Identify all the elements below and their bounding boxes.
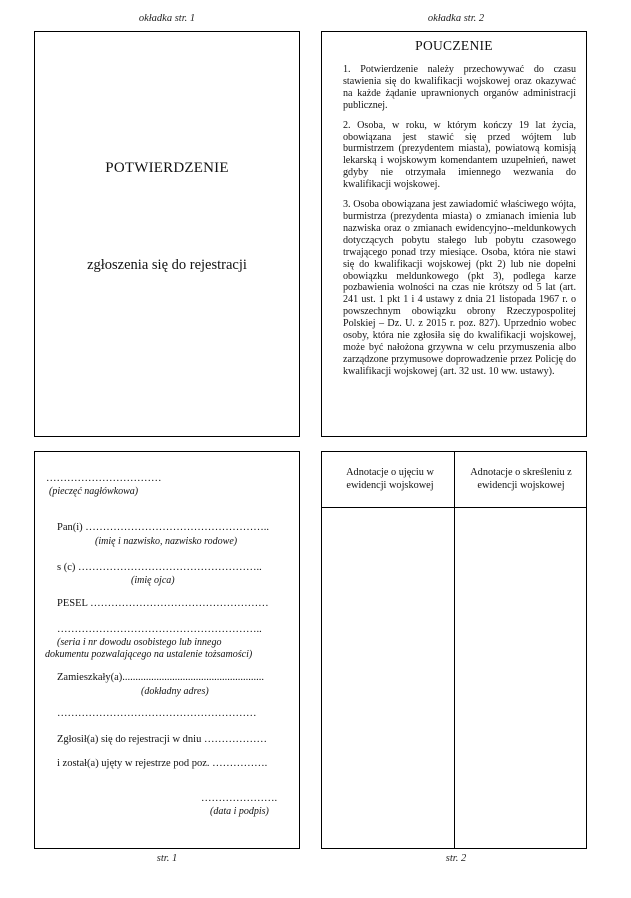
cover-panel xyxy=(34,31,300,437)
father-name-field[interactable]: s (c) …………………………………………….. xyxy=(57,562,262,573)
caption-cover-page-2: okładka str. 2 xyxy=(427,13,485,24)
address-field-continued[interactable]: ………………………………………………… xyxy=(57,708,257,719)
id-document-field[interactable]: ………………………………………………….. xyxy=(57,624,262,635)
annotations-table xyxy=(321,451,587,849)
registration-annotations-cell[interactable] xyxy=(322,508,454,848)
name-hint: (imię i nazwisko, nazwisko rodowe) xyxy=(95,536,238,547)
caption-page-1: str. 1 xyxy=(156,853,178,864)
instruction-paragraph-1: 1. Potwierdzenie należy przechowywać do czasu stawienia się do kwalifikacji wojskowej oraz okazywać na każde żądanie uprawnionych organów administracji publicznej. xyxy=(343,64,576,111)
caption-cover-page-1: okładka str. 1 xyxy=(138,13,196,24)
pesel-field[interactable]: PESEL …………………………………………… xyxy=(57,598,269,609)
id-document-hint-2: dokumentu pozwalającego na ustalenie tożsamości) xyxy=(45,649,253,660)
header-removal-annotations: Adnotacje o skreśleniu z ewidencji wojskowej xyxy=(470,467,572,491)
reported-date-field[interactable]: Zgłosił(a) się do rejestracji w dniu ……………… xyxy=(57,734,267,745)
header-registration-annotations: Adnotacje o ujęciu w ewidencji wojskowej xyxy=(346,467,434,491)
caption-page-2: str. 2 xyxy=(445,853,467,864)
instructions-panel xyxy=(321,31,587,437)
register-position-field[interactable]: i został(a) ujęty w rejestrze pod poz. ……………. xyxy=(57,758,268,769)
signature-field[interactable]: …………………. xyxy=(201,793,278,804)
name-field[interactable]: Pan(i) …………………………………………….. xyxy=(57,522,270,533)
registration-form-panel xyxy=(34,451,300,849)
address-hint: (dokładny adres) xyxy=(141,686,209,697)
removal-annotations-cell[interactable] xyxy=(455,508,586,848)
cover-subtitle: zgłoszenia się do rejestracji xyxy=(87,257,247,273)
instruction-paragraph-2: 2. Osoba, w roku, w którym kończy 19 lat życia, obowiązana jest stawić się przed wójtem lub burmistrzem (prezydentem miasta), powiatową komisją lekarską i wojskowym komendantem uzupełnień, nawet gdyby nie otrzymała imiennego wezwania do kwalifikacji wojskowej. xyxy=(343,119,576,191)
id-document-hint-1: (seria i nr dowodu osobistego lub innego xyxy=(57,637,222,648)
father-name-hint: (imię ojca) xyxy=(131,575,175,586)
stamp-hint: (pieczęć nagłówkowa) xyxy=(49,486,139,497)
cover-title: POTWIERDZENIE xyxy=(105,160,229,176)
signature-hint: (data i podpis) xyxy=(210,806,269,817)
instruction-paragraph-3: 3. Osoba obowiązana jest zawiadomić właściwego wójta, burmistrza (prezydenta miasta) o zmianach imienia lub nazwiska oraz o zmianach ewidencyjno--meldunkowych dotyczących pobytu stałego lub pobytu czasowego trwającego ponad trzy miesiące. Osoba, która nie stawi się do kwalifikacji wojskowej (pkt 2) lub nie dopełni obowiązku meldunkowego (pkt 3), podlega karze pozbawienia wolności na czas nie krótszy od 5 lat (art. 241 ust. 1 pkt 1 i 4 ustawy z dnia 21 listopada 1967 r. o powszechnym obowiązku obrony Rzeczypospolitej Polskiej – Dz. U. z 2015 r. poz. 827). Uprzednio wobec osoby, która nie zgłosiła się do kwalifikacji wojskowej, może być nałożona grzywna w celu przymuszenia albo zarządzone przymusowe doprowadzenie przez Policję do kwalifikacji wojskowej (art. 32 ust. 10 ww. ustawy). xyxy=(343,199,576,377)
instructions-heading: POUCZENIE xyxy=(415,38,493,53)
address-field[interactable]: Zamieszkały(a)...................................................... xyxy=(57,672,265,683)
stamp-field[interactable]: …………………………… xyxy=(46,473,162,484)
